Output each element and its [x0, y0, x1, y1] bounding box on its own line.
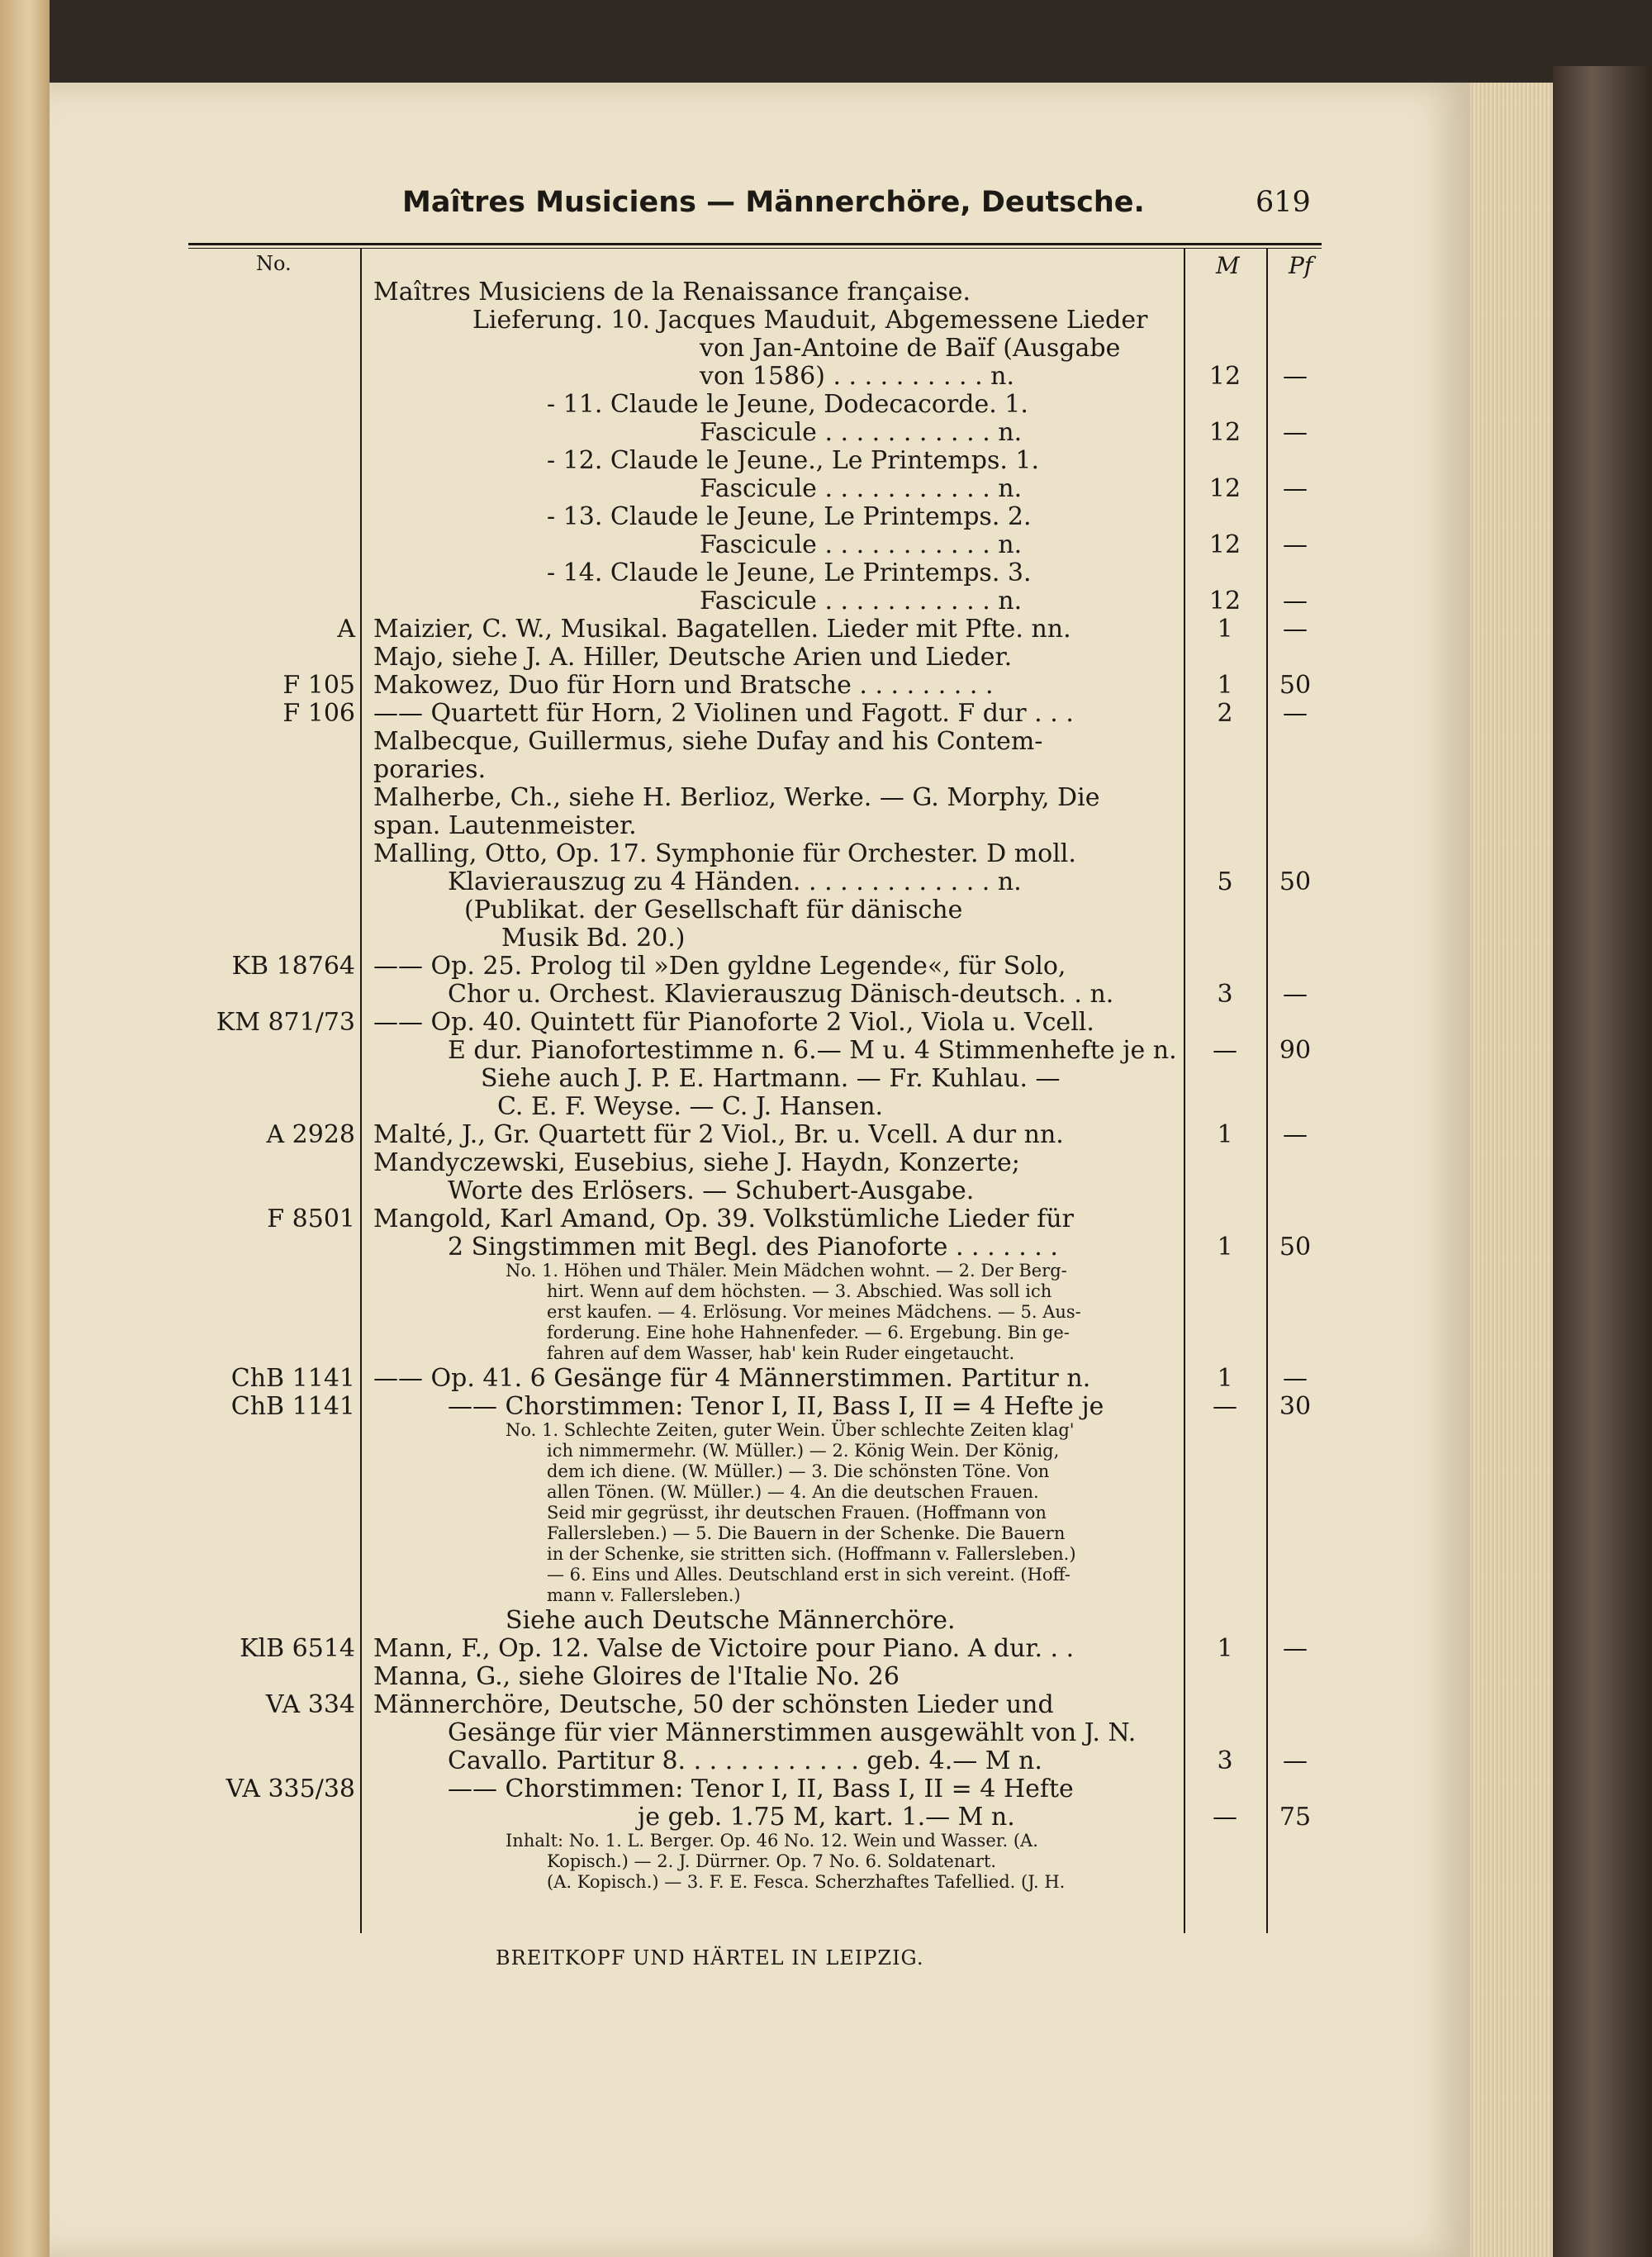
row-entry-text: —— Quartett für Horn, 2 Violinen und Fagott. F dur . . . [373, 699, 1074, 728]
row-entry-text: - 11. Claude le Jeune, Dodecacorde. 1. [547, 390, 1028, 419]
column-header-no: No. [256, 252, 292, 275]
column-header-pfennig: Pf [1289, 252, 1313, 279]
row-entry-text: Mandyczewski, Eusebius, siehe J. Haydn, Konzerte; [373, 1148, 1020, 1177]
row-price-pfennig: — [1283, 587, 1308, 615]
row-entry-text: Fascicule . . . . . . . . . . . n. [700, 418, 1023, 447]
row-entry-text: von 1586) . . . . . . . . . . n. [700, 362, 1015, 391]
publisher-footer: BREITKOPF UND HÄRTEL IN LEIPZIG. [496, 1946, 924, 1970]
row-price-mark: — [1213, 1392, 1237, 1421]
row-entry-text: No. 1. Höhen und Thäler. Mein Mädchen wohnt. — 2. Der Berg- [506, 1261, 1067, 1281]
column-header-mark: M [1216, 252, 1240, 279]
row-entry-text: —— Chorstimmen: Tenor I, II, Bass I, II = 4 Hefte je [448, 1392, 1104, 1421]
row-entry-text: (A. Kopisch.) — 3. F. E. Fesca. Scherzhaftes Tafellied. (J. H. [547, 1872, 1066, 1892]
row-price-mark: — [1213, 1803, 1237, 1832]
row-price-pfennig: — [1283, 1634, 1308, 1663]
row-catalogue-number: F 105 [282, 671, 355, 700]
row-entry-text: hirt. Wenn auf dem höchsten. — 3. Abschied. Was soll ich [547, 1281, 1052, 1301]
row-entry-text: span. Lautenmeister. [373, 811, 637, 840]
row-price-pfennig: 90 [1279, 1036, 1312, 1065]
row-entry-text: Fallersleben.) — 5. Die Bauern in der Schenke. Die Bauern [547, 1523, 1066, 1543]
row-entry-text: Inhalt: No. 1. L. Berger. Op. 46 No. 12. Wein und Wasser. (A. [506, 1831, 1038, 1851]
row-entry-text: Makowez, Duo für Horn und Bratsche . . . . . . . . . [373, 671, 994, 700]
row-price-pfennig: 50 [1279, 867, 1312, 896]
row-entry-text: Majo, siehe J. A. Hiller, Deutsche Arien und Lieder. [373, 643, 1013, 672]
row-entry-text: Lieferung. 10. Jacques Mauduit, Abgemessene Lieder [472, 306, 1148, 335]
row-entry-text: fahren auf dem Wasser, hab' kein Ruder eingetaucht. [547, 1343, 1015, 1363]
row-price-pfennig: 30 [1279, 1392, 1312, 1421]
row-entry-text: Kopisch.) — 2. J. Dürrner. Op. 7 No. 6. Soldatenart. [547, 1851, 997, 1871]
row-price-pfennig: — [1283, 474, 1308, 503]
row-entry-text: Mangold, Karl Amand, Op. 39. Volkstümliche Lieder für [373, 1205, 1074, 1233]
row-entry-text: mann v. Fallersleben.) [547, 1585, 741, 1605]
row-price-pfennig: 50 [1279, 671, 1312, 700]
row-price-pfennig: — [1283, 530, 1308, 559]
row-entry-text: erst kaufen. — 4. Erlösung. Vor meines Mädchens. — 5. Aus- [547, 1302, 1081, 1322]
row-catalogue-number: KB 18764 [231, 952, 355, 981]
row-entry-text: Fascicule . . . . . . . . . . . n. [700, 530, 1023, 559]
row-entry-text: Siehe auch Deutsche Männerchöre. [506, 1606, 956, 1635]
row-price-mark: 1 [1217, 1364, 1233, 1393]
row-entry-text: Seid mir gegrüsst, ihr deutschen Frauen. (Hoffmann von [547, 1503, 1047, 1523]
row-entry-text: Manna, G., siehe Gloires de l'Italie No. 26 [373, 1662, 900, 1691]
row-price-pfennig: — [1283, 1364, 1308, 1393]
row-price-pfennig: — [1283, 980, 1308, 1009]
header-rule-thin [188, 248, 1322, 249]
row-catalogue-number: VA 335/38 [225, 1775, 355, 1803]
row-price-pfennig: 75 [1279, 1803, 1312, 1832]
row-price-mark: 1 [1217, 1233, 1233, 1262]
row-price-mark: — [1213, 1036, 1237, 1065]
row-entry-text: dem ich diene. (W. Müller.) — 3. Die schönsten Töne. Von [547, 1461, 1050, 1481]
row-entry-text: Worte des Erlösers. — Schubert-Ausgabe. [448, 1176, 975, 1205]
row-price-pfennig: 50 [1279, 1233, 1312, 1262]
running-header: Maîtres Musiciens — Männerchöre, Deutsche. [402, 186, 1145, 219]
row-price-mark: 1 [1217, 1120, 1233, 1149]
row-entry-text: Maîtres Musiciens de la Renaissance française. [373, 278, 971, 306]
row-catalogue-number: ChB 1141 [230, 1392, 355, 1421]
row-catalogue-number: KlB 6514 [240, 1634, 355, 1663]
row-price-mark: 1 [1217, 671, 1233, 700]
row-entry-text: Fascicule . . . . . . . . . . . n. [700, 587, 1023, 615]
row-price-pfennig: — [1283, 418, 1308, 447]
row-entry-text: Gesänge für vier Männerstimmen ausgewählt von J. N. [448, 1718, 1137, 1747]
row-catalogue-number: A 2928 [266, 1120, 355, 1149]
row-entry-text: C. E. F. Weyse. — C. J. Hansen. [497, 1092, 884, 1121]
header-rule [188, 243, 1322, 245]
row-price-mark: 12 [1208, 474, 1241, 503]
row-entry-text: Siehe auch J. P. E. Hartmann. — Fr. Kuhlau. — [481, 1064, 1061, 1093]
row-entry-text: Klavierauszug zu 4 Händen. . . . . . . . . . . . . n. [448, 867, 1022, 896]
row-catalogue-number: ChB 1141 [230, 1364, 355, 1393]
row-price-mark: 12 [1208, 362, 1241, 391]
row-entry-text: Männerchöre, Deutsche, 50 der schönsten Lieder und [373, 1690, 1054, 1719]
row-entry-text: Malté, J., Gr. Quartett für 2 Viol., Br. u. Vcell. A dur nn. [373, 1120, 1064, 1149]
row-price-mark: 2 [1217, 699, 1233, 728]
row-entry-text: Cavallo. Partitur 8. . . . . . . . . . . . geb. 4.— M n. [448, 1746, 1042, 1775]
row-entry-text: Fascicule . . . . . . . . . . . n. [700, 474, 1023, 503]
row-entry-text: Musik Bd. 20.) [501, 924, 686, 953]
row-entry-text: in der Schenke, sie stritten sich. (Hoffmann v. Fallersleben.) [547, 1544, 1076, 1564]
row-entry-text: E dur. Pianofortestimme n. 6.— M u. 4 Stimmenhefte je n. [448, 1036, 1177, 1065]
row-entry-text: von Jan-Antoine de Baïf (Ausgabe [700, 334, 1121, 363]
row-price-pfennig: — [1283, 1746, 1308, 1775]
row-entry-text: Malling, Otto, Op. 17. Symphonie für Orchester. D moll. [373, 839, 1076, 868]
row-catalogue-number: F 106 [282, 699, 355, 728]
row-entry-text: —— Op. 25. Prolog til »Den gyldne Legende«, für Solo, [373, 952, 1066, 981]
row-entry-text: Malherbe, Ch., siehe H. Berlioz, Werke. — G. Morphy, Die [373, 783, 1100, 812]
row-price-mark: 3 [1217, 980, 1233, 1009]
row-catalogue-number: VA 334 [265, 1690, 355, 1719]
row-entry-text: Chor u. Orchest. Klavierauszug Dänisch-deutsch. . n. [448, 980, 1114, 1009]
row-entry-text: No. 1. Schlechte Zeiten, guter Wein. Über schlechte Zeiten klag' [506, 1420, 1075, 1440]
row-entry-text: (Publikat. der Gesellschaft für dänische [464, 896, 963, 924]
row-entry-text: allen Tönen. (W. Müller.) — 4. An die deutschen Frauen. [547, 1482, 1039, 1502]
row-price-mark: 12 [1208, 587, 1241, 615]
row-entry-text: - 14. Claude le Jeune, Le Printemps. 3. [547, 558, 1032, 587]
row-price-mark: 12 [1208, 530, 1241, 559]
row-catalogue-number: F 8501 [267, 1205, 355, 1233]
row-entry-text: Mann, F., Op. 12. Valse de Victoire pour Piano. A dur. . . [373, 1634, 1075, 1663]
row-entry-text: —— Op. 41. 6 Gesänge für 4 Männerstimmen. Partitur n. [373, 1364, 1091, 1393]
row-entry-text: Malbecque, Guillermus, siehe Dufay and his Contem- [373, 727, 1043, 756]
row-entry-text: je geb. 1.75 M, kart. 1.— M n. [638, 1803, 1015, 1832]
row-price-pfennig: — [1283, 362, 1308, 391]
row-entry-text: poraries. [373, 755, 487, 784]
row-entry-text: 2 Singstimmen mit Begl. des Pianoforte . . . . . . . [448, 1233, 1058, 1262]
row-entry-text: —— Chorstimmen: Tenor I, II, Bass I, II = 4 Hefte [448, 1775, 1074, 1803]
row-entry-text: forderung. Eine hohe Hahnenfeder. — 6. Ergebung. Bin ge- [547, 1323, 1070, 1342]
row-entry-text: — 6. Eins und Alles. Deutschland erst in sich vereint. (Hoff- [547, 1565, 1070, 1585]
row-entry-text: —— Op. 40. Quintett für Pianoforte 2 Viol., Viola u. Vcell. [373, 1008, 1094, 1037]
page-number: 619 [1256, 186, 1311, 219]
row-catalogue-number: KM 871/73 [216, 1008, 355, 1037]
row-price-mark: 1 [1217, 615, 1233, 644]
column-rule-no [360, 248, 362, 1933]
row-price-mark: 12 [1208, 418, 1241, 447]
row-entry-text: - 13. Claude le Jeune, Le Printemps. 2. [547, 502, 1032, 531]
row-entry-text: - 12. Claude le Jeune., Le Printemps. 1. [547, 446, 1040, 475]
row-price-pfennig: — [1283, 615, 1308, 644]
row-entry-text: Maizier, C. W., Musikal. Bagatellen. Lieder mit Pfte. nn. [373, 615, 1071, 644]
row-price-pfennig: — [1283, 1120, 1308, 1149]
row-entry-text: ich nimmermehr. (W. Müller.) — 2. König Wein. Der König, [547, 1441, 1060, 1461]
page-fore-edge [1470, 83, 1553, 2257]
row-price-mark: 3 [1217, 1746, 1233, 1775]
row-price-mark: 1 [1217, 1634, 1233, 1663]
row-price-mark: 5 [1217, 867, 1233, 896]
row-price-pfennig: — [1283, 699, 1308, 728]
row-catalogue-number: A [337, 615, 355, 644]
book-binding [1553, 66, 1652, 2257]
